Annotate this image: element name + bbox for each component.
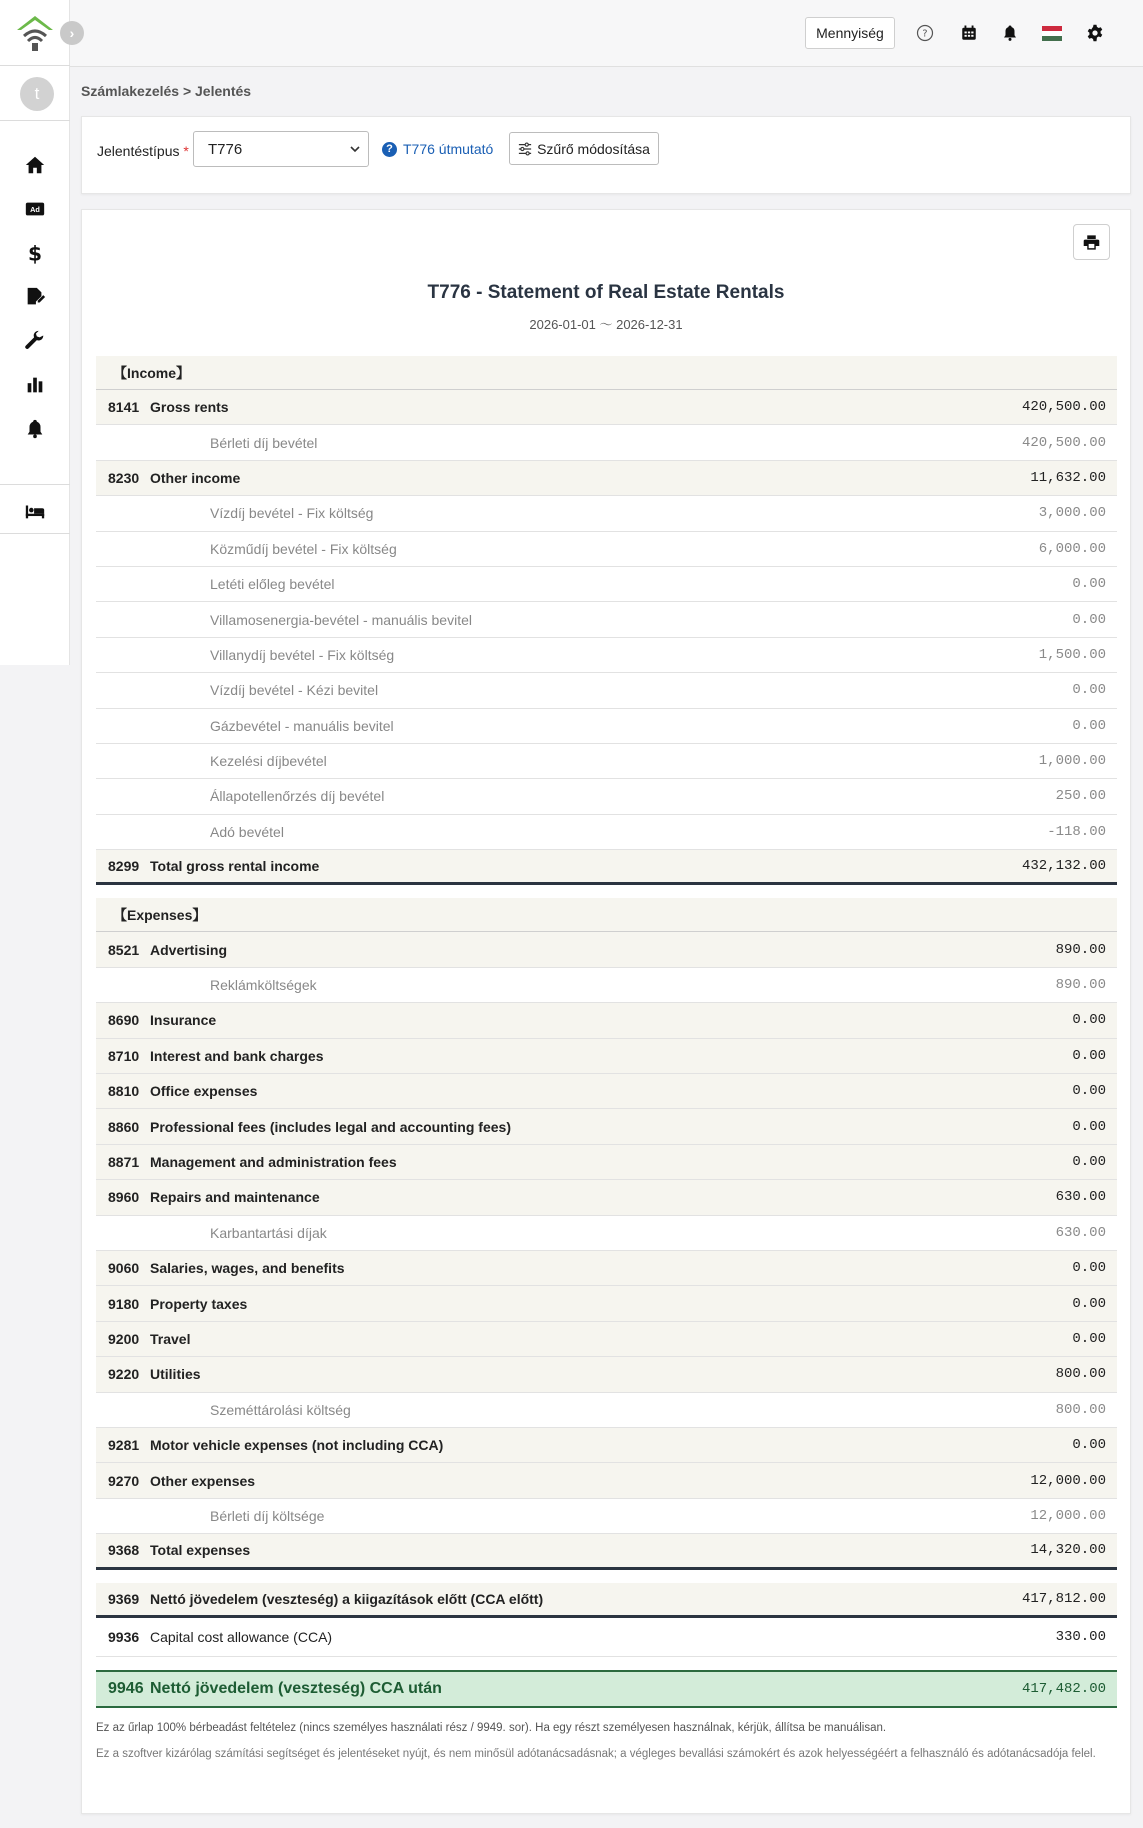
- row-amount: -118.00: [1047, 823, 1106, 840]
- expenses-section-header: 【Expenses】: [96, 898, 1117, 932]
- row-amount: 3,000.00: [1038, 505, 1106, 522]
- row-code: 8860: [108, 1118, 140, 1135]
- t776-guide-link[interactable]: [382, 141, 493, 157]
- row-label: Travel: [150, 1330, 191, 1347]
- row-amount: 432,132.00: [1021, 858, 1106, 875]
- row-amount: 0.00: [1072, 1437, 1106, 1454]
- row-code: 9060: [108, 1260, 140, 1277]
- assumption-note: Ez az űrlap 100% bérbeadást feltételez (nincs személyes használati rész / 9949. sor). Ha egy részt személyesen használnak, kérjük, állítsa be manuálisan.: [96, 1721, 887, 1734]
- detail-row: [96, 968, 1117, 1003]
- row-label: Reklámköltségek: [210, 977, 317, 994]
- row-amount: 0.00: [1072, 1295, 1106, 1312]
- expenses-total-row: [96, 1534, 1117, 1569]
- file-signature-icon[interactable]: [20, 284, 50, 310]
- filter-card: [81, 116, 1131, 194]
- row-amount: 0.00: [1072, 1154, 1106, 1170]
- ad-icon[interactable]: [20, 196, 50, 222]
- notification-bell-icon[interactable]: [999, 22, 1021, 44]
- row-label: Kezelési díjbevétel: [210, 753, 327, 770]
- detail-row: [96, 1216, 1117, 1251]
- row-label: Letéti előleg bevétel: [210, 576, 335, 593]
- row-label: Property taxes: [150, 1295, 248, 1312]
- row-code: 8141: [108, 399, 140, 416]
- bell-icon[interactable]: [20, 416, 50, 442]
- sidebar-toggle-button[interactable]: ›: [60, 21, 84, 45]
- quantity-button[interactable]: Mennyiség: [805, 17, 895, 49]
- row-amount: 0.00: [1072, 576, 1106, 593]
- report-type-value: T776: [208, 140, 243, 158]
- row-amount: 1,500.00: [1038, 646, 1106, 663]
- row-amount: 630.00: [1055, 1224, 1106, 1241]
- sliders-icon: [518, 142, 532, 156]
- detail-row: [96, 496, 1117, 531]
- modify-filter-button[interactable]: [509, 132, 659, 165]
- line-item-row: [96, 1463, 1117, 1498]
- row-amount: 420,500.00: [1021, 399, 1106, 416]
- row-code: 9270: [108, 1472, 140, 1489]
- row-label: Motor vehicle expenses (not including CCA): [150, 1437, 444, 1454]
- row-code: 8299: [108, 858, 140, 875]
- sidebar: [0, 0, 70, 665]
- row-label: Karbantartási díjak: [210, 1224, 327, 1241]
- line-item-row: [96, 1145, 1117, 1180]
- row-amount: 0.00: [1072, 1330, 1106, 1347]
- row-code: 8810: [108, 1083, 140, 1100]
- row-label: Office expenses: [150, 1083, 258, 1100]
- line-item-row: [96, 1428, 1117, 1463]
- row-label: Nettó jövedelem (veszteség) a kiigazítások előtt (CCA előtt): [150, 1590, 544, 1607]
- app-logo[interactable]: [14, 12, 56, 52]
- row-label: Állapotellenőrzés díj bevétel: [210, 788, 385, 805]
- row-label: Bérleti díj bevétel: [210, 434, 318, 451]
- dollar-icon[interactable]: [20, 240, 50, 266]
- row-label: Közműdíj bevétel - Fix költség: [210, 540, 397, 557]
- detail-row: [96, 779, 1117, 814]
- row-code: 9936: [108, 1628, 140, 1645]
- row-amount: 12,000.00: [1030, 1472, 1106, 1489]
- detail-row: [96, 425, 1117, 460]
- row-code: 8960: [108, 1189, 140, 1206]
- line-item-row: [96, 1109, 1117, 1144]
- expense-rows: [96, 932, 1117, 1534]
- row-amount: 630.00: [1055, 1189, 1106, 1206]
- bed-icon[interactable]: [20, 498, 50, 524]
- row-amount: 417,812.00: [1021, 1590, 1106, 1607]
- row-amount: 330.00: [1055, 1628, 1106, 1645]
- line-item-row: [96, 1074, 1117, 1109]
- row-amount: 11,632.00: [1030, 469, 1106, 486]
- row-amount: 0.00: [1072, 717, 1106, 734]
- row-code: 9281: [108, 1437, 140, 1454]
- row-code: 9180: [108, 1295, 140, 1312]
- chevron-down-icon: [350, 144, 360, 154]
- disclaimer-note: Ez a szoftver kizárólag számítási segítséget és jelentéseket nyújt, és nem minősül adótanácsadásnak; a végleges bevallási számokért és azok helyességéért a felhasználó és adótanácsadója felel.: [96, 1747, 1096, 1760]
- question-circle-icon: ?: [382, 142, 397, 157]
- row-amount: 250.00: [1055, 788, 1106, 805]
- row-code: 9200: [108, 1330, 140, 1347]
- row-amount: 0.00: [1072, 1012, 1106, 1029]
- settings-gear-icon[interactable]: [1084, 22, 1106, 44]
- line-item-row: [96, 390, 1117, 425]
- row-label: Other expenses: [150, 1472, 256, 1489]
- line-item-row: [96, 1003, 1117, 1038]
- row-code: 9220: [108, 1366, 140, 1383]
- line-item-row: [96, 1039, 1117, 1074]
- detail-row: [96, 532, 1117, 567]
- row-amount: 890.00: [1055, 941, 1106, 958]
- detail-row: [96, 744, 1117, 779]
- row-label: Total expenses: [150, 1542, 251, 1559]
- row-code: 9946: [108, 1679, 144, 1697]
- row-label: Gross rents: [150, 399, 229, 416]
- report-type-label: [97, 143, 189, 159]
- row-label: Nettó jövedelem (veszteség) CCA után: [150, 1679, 442, 1697]
- detail-row: [96, 602, 1117, 637]
- row-label: Insurance: [150, 1012, 217, 1029]
- line-item-row: [96, 1251, 1117, 1286]
- row-amount: 800.00: [1055, 1401, 1106, 1418]
- breadcrumb: Számlakezelés > Jelentés: [81, 83, 252, 99]
- svg-text:Ad: Ad: [30, 205, 40, 215]
- cca-row: [96, 1618, 1117, 1657]
- row-label: Utilities: [150, 1366, 201, 1383]
- row-amount: 0.00: [1072, 1047, 1106, 1064]
- net-income-after-cca-row: [96, 1670, 1117, 1708]
- row-amount: 417,482.00: [1021, 1680, 1106, 1697]
- row-label: Villanydíj bevétel - Fix költség: [210, 646, 395, 663]
- line-item-row: [96, 1357, 1117, 1392]
- row-code: 8710: [108, 1047, 140, 1064]
- report-table: [96, 356, 1117, 1762]
- row-label: Szeméttárolási költség: [210, 1401, 351, 1418]
- row-code: 8230: [108, 469, 140, 486]
- row-code: 8871: [108, 1154, 140, 1170]
- required-mark: *: [183, 143, 189, 159]
- row-code: 9369: [108, 1590, 140, 1607]
- calendar-icon[interactable]: [958, 22, 980, 44]
- detail-row: [96, 673, 1117, 708]
- income-total-row: [96, 850, 1117, 885]
- hungarian-flag-icon[interactable]: [1041, 22, 1063, 44]
- row-label: Interest and bank charges: [150, 1047, 324, 1064]
- home-icon[interactable]: [20, 152, 50, 178]
- detail-row: [96, 709, 1117, 744]
- row-amount: 14,320.00: [1030, 1542, 1106, 1559]
- row-label: Capital cost allowance (CCA): [150, 1628, 333, 1645]
- row-amount: 0.00: [1072, 1118, 1106, 1135]
- row-amount: 6,000.00: [1038, 540, 1106, 557]
- income-rows: [96, 390, 1117, 850]
- line-item-row: [96, 461, 1117, 496]
- net-income-before-cca-row: [96, 1583, 1117, 1618]
- income-section-header: 【Income】: [96, 356, 1117, 390]
- user-avatar[interactable]: t: [20, 77, 54, 111]
- row-label: Adó bevétel: [210, 823, 284, 840]
- help-icon[interactable]: [914, 22, 936, 44]
- print-button[interactable]: [1073, 224, 1110, 260]
- row-amount: 0.00: [1072, 611, 1106, 628]
- row-label: Professional fees (includes legal and accounting fees): [150, 1118, 511, 1135]
- report-type-select[interactable]: [193, 131, 369, 167]
- row-code: 9368: [108, 1542, 140, 1559]
- row-amount: 0.00: [1072, 1083, 1106, 1100]
- line-item-row: [96, 932, 1117, 967]
- row-amount: 800.00: [1055, 1366, 1106, 1383]
- row-label: Vízdíj bevétel - Kézi bevitel: [210, 682, 379, 699]
- row-amount: 890.00: [1055, 977, 1106, 994]
- report-period: 2026-01-01 〜 2026-12-31: [529, 317, 683, 332]
- row-label: Other income: [150, 469, 241, 486]
- row-amount: 420,500.00: [1021, 434, 1106, 451]
- report-title: T776 - Statement of Real Estate Rentals: [427, 282, 785, 303]
- svg-text:?: ?: [922, 28, 928, 40]
- line-item-row: [96, 1286, 1117, 1321]
- svg-text:$: $: [27, 242, 43, 264]
- row-label: Villamosenergia-bevétel - manuális bevitel: [210, 611, 472, 628]
- wrench-icon[interactable]: [20, 328, 50, 354]
- print-icon: [1083, 234, 1100, 251]
- report-type-label-text: Jelentéstípus: [97, 143, 180, 159]
- row-amount: 1,000.00: [1038, 753, 1106, 770]
- detail-row: [96, 567, 1117, 602]
- row-amount: 12,000.00: [1030, 1507, 1106, 1524]
- row-amount: 0.00: [1072, 682, 1106, 699]
- detail-row: [96, 638, 1117, 673]
- row-label: Bérleti díj költsége: [210, 1507, 325, 1524]
- row-label: Salaries, wages, and benefits: [150, 1260, 345, 1277]
- detail-row: [96, 1499, 1117, 1534]
- row-amount: 0.00: [1072, 1260, 1106, 1277]
- t776-guide-label: T776 útmutató: [403, 141, 494, 157]
- line-item-row: [96, 1180, 1117, 1215]
- detail-row: [96, 815, 1117, 850]
- row-code: 8521: [108, 941, 140, 958]
- bar-chart-icon[interactable]: [20, 372, 50, 398]
- row-label: Gázbevétel - manuális bevitel: [210, 717, 394, 734]
- top-bar: [70, 0, 1143, 67]
- row-label: Advertising: [150, 941, 228, 958]
- report-card: [81, 209, 1131, 1814]
- row-label: Vízdíj bevétel - Fix költség: [210, 505, 374, 522]
- row-label: Management and administration fees: [150, 1154, 397, 1170]
- row-label: Total gross rental income: [150, 858, 320, 875]
- row-label: Repairs and maintenance: [150, 1189, 320, 1206]
- row-code: 8690: [108, 1012, 140, 1029]
- line-item-row: [96, 1322, 1117, 1357]
- detail-row: [96, 1393, 1117, 1428]
- modify-filter-label: Szűrő módosítása: [537, 140, 650, 157]
